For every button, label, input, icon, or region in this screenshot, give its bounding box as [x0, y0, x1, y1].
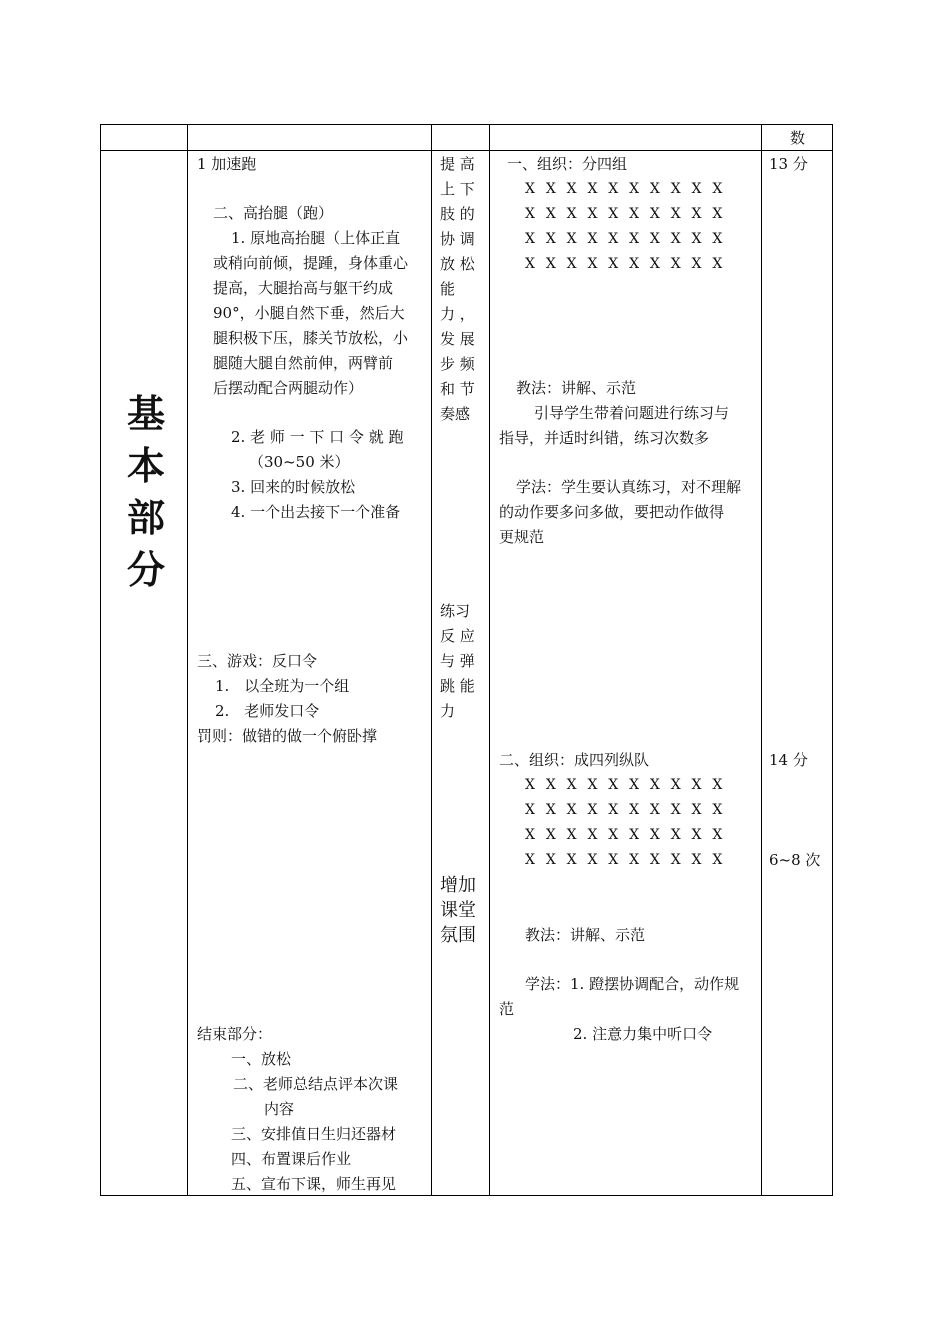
- content-text: 或稍向前倾，提踵，身体重心: [213, 254, 409, 272]
- content-text: 4. 一个出去接下一个准备: [231, 503, 401, 521]
- organization-1-title: 一、组织：分四组: [507, 155, 628, 173]
- goal-line: 奏感: [440, 405, 471, 423]
- content-text: （30~50 米）: [249, 453, 350, 471]
- teaching-method-2: 教法：讲解、示范: [525, 926, 646, 944]
- goal-line: 能: [440, 280, 456, 298]
- method-text: 指导，并适时纠错，练习次数多: [499, 429, 710, 447]
- formation-row: X X X X X X X X X X: [525, 181, 726, 197]
- column-divider-1: [187, 124, 188, 1196]
- goal-line: 力 ，: [440, 305, 475, 323]
- goal-line: 氛围: [440, 925, 476, 946]
- count-value: 6~8 次: [769, 851, 821, 869]
- goal-line: 增加: [440, 875, 476, 896]
- column-divider-3: [489, 124, 490, 1196]
- ending-item: 三、安排值日生归还器材: [231, 1125, 397, 1143]
- content-text: 后摆动配合两腿动作）: [213, 379, 364, 397]
- header-count-label: 数: [790, 129, 806, 147]
- formation-row: X X X X X X X X X X: [525, 777, 726, 793]
- section-title-char-3: 部: [126, 496, 165, 540]
- content-text: 90°，小腿自然下垂，然后大: [213, 304, 405, 322]
- column-divider-4: [761, 124, 762, 1196]
- goal-line: 跳 能: [440, 677, 475, 695]
- content-text: 罚则：做错的做一个俯卧撑: [197, 727, 378, 745]
- learning-method-2: 学法：1. 蹬摆协调配合，动作规: [525, 975, 740, 993]
- section-title: [126, 388, 166, 596]
- formation-row: X X X X X X X X X X: [525, 852, 726, 868]
- goal-line: 放 松: [440, 255, 475, 273]
- content-text: 2. 老师发口令: [215, 702, 320, 720]
- goal-block-3: [440, 873, 484, 948]
- method-text: 2. 注意力集中听口令: [573, 1025, 713, 1043]
- organization-2-title: 二、组织：成四列纵队: [499, 751, 650, 769]
- formation-row: X X X X X X X X X X: [525, 827, 726, 843]
- goal-line: 协 调: [440, 230, 475, 248]
- goal-line: 上 下: [440, 180, 475, 198]
- formation-row: X X X X X X X X X X: [525, 206, 726, 222]
- section-title-char-1: 基: [126, 392, 165, 436]
- content-text: 3. 回来的时候放松: [231, 478, 356, 496]
- method-text: 更规范: [499, 528, 545, 546]
- content-item-3-title: 三、游戏：反口令: [197, 652, 318, 670]
- ending-item: 一、放松: [231, 1050, 292, 1068]
- method-text: 的动作要多问多做，要把动作做得: [499, 503, 725, 521]
- header-divider: [100, 150, 833, 151]
- ending-item: 二、老师总结点评本次课: [233, 1075, 399, 1093]
- section-title-char-2: 本: [126, 444, 165, 488]
- method-text: 范: [499, 1000, 515, 1018]
- time-value: 13 分: [769, 155, 808, 173]
- goal-line: 反 应: [440, 627, 475, 645]
- content-item-1: 1 加速跑: [197, 155, 257, 173]
- section-title-char-4: 分: [126, 548, 165, 592]
- content-item-2-title: 二、高抬腿（跑）: [213, 204, 334, 222]
- content-text: 腿积极下压，膝关节放松，小: [213, 329, 409, 347]
- goal-block-1: [440, 152, 484, 427]
- learning-method-1: 学法：学生要认真练习，对不理解: [516, 478, 742, 496]
- goal-line: 练习: [440, 602, 471, 620]
- goal-line: 力: [440, 702, 456, 720]
- goal-line: 提 高: [440, 155, 475, 173]
- goal-line: 课堂: [440, 900, 476, 921]
- goal-line: 和 节: [440, 380, 475, 398]
- content-text: 腿随大腿自然前伸，两臂前: [213, 354, 394, 372]
- ending-item: 五、宣布下课，师生再见: [231, 1175, 397, 1193]
- ending-item: 内容: [264, 1100, 295, 1118]
- content-text: 2. 老 师 一 下 口 令 就 跑: [231, 428, 404, 446]
- content-text: 提高，大腿抬高与躯干约成: [213, 279, 394, 297]
- goal-line: 与 弹: [440, 652, 475, 670]
- formation-row: X X X X X X X X X X: [525, 802, 726, 818]
- goal-block-2: [440, 599, 484, 724]
- time-value: 14 分: [769, 751, 808, 769]
- formation-row: X X X X X X X X X X: [525, 231, 726, 247]
- ending-item: 四、布置课后作业: [231, 1150, 352, 1168]
- goal-line: 发 展: [440, 330, 475, 348]
- goal-line: 肢 的: [440, 205, 475, 223]
- ending-title: 结束部分：: [197, 1025, 273, 1043]
- goal-line: 步 频: [440, 355, 475, 373]
- content-text: 1. 以全班为一个组: [215, 677, 350, 695]
- content-text: 1. 原地高抬腿（上体正直: [231, 229, 401, 247]
- teaching-method-1: 教法：讲解、示范: [516, 379, 637, 397]
- formation-row: X X X X X X X X X X: [525, 256, 726, 272]
- method-text: 引导学生带着问题进行练习与: [534, 404, 730, 422]
- column-divider-2: [431, 124, 432, 1196]
